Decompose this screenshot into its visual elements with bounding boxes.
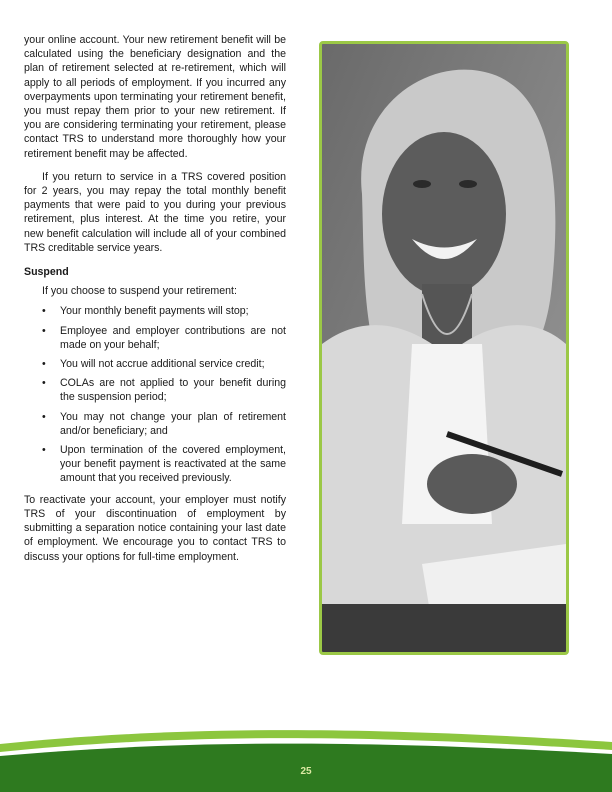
section-heading-suspend: Suspend [24,266,69,279]
photo-illustration [322,44,566,652]
photo-smiling-woman [319,41,569,655]
list-item-text: Your monthly benefit payments will stop; [60,305,249,318]
footer-wave-decoration [0,720,612,792]
list-item [42,357,286,371]
list-item-text: You will not accrue additional service credit; [60,358,265,371]
paragraph-reactivate: To reactivate your account, your employer must notify TRS of your discontinuation of employment by submitting a separation notice containing your last date of employment. We encourage you to contact TRS to discuss your options for full-time employment. [24,493,286,563]
bullet-icon: • [42,324,46,337]
list-item-text: Upon termination of the covered employment, your benefit payment is reactivated at the same amount that you received previously. [60,444,286,485]
bullet-icon: • [42,410,46,423]
list-item [42,324,286,352]
suspend-intro: If you choose to suspend your retirement: [42,285,237,298]
paragraph-retirement-benefit: your online account. Your new retirement benefit will be calculated using the beneficiary designation and the plan of retirement selected at re-retirement, which will apply to all periods of employment. If you incurred any overpayments upon terminating your retirement benefit, you must repay them prior to your new retirement. If you are considering terminating your retirement, please contact TRS to understand more thoroughly how your retirement benefit may be affected. [24,34,286,160]
bullet-icon: • [42,358,46,371]
list-item-text: Employee and employer contributions are not made on your behalf; [60,324,286,351]
list-item-text: COLAs are not applied to your benefit during the suspension period; [60,377,286,404]
list-item [42,443,286,486]
list-item-text: You may not change your plan of retirement and/or beneficiary; and [60,410,286,437]
main-text-column [24,33,286,564]
list-item [42,410,286,438]
bullet-icon: • [42,377,46,390]
page-number: 25 [300,766,312,777]
bullet-icon: • [42,305,46,318]
suspend-bullet-list [24,304,286,485]
paragraph-return-to-service: If you return to service in a TRS covered position for 2 years, you may repay the total monthly benefit payments that were paid to you during your previous retirement, plus interest. At the time you retire, your new benefit calculation will include all of your combined TRS creditable service years. [24,170,286,254]
bullet-icon: • [42,444,46,457]
list-item [42,304,286,318]
list-item [42,376,286,404]
